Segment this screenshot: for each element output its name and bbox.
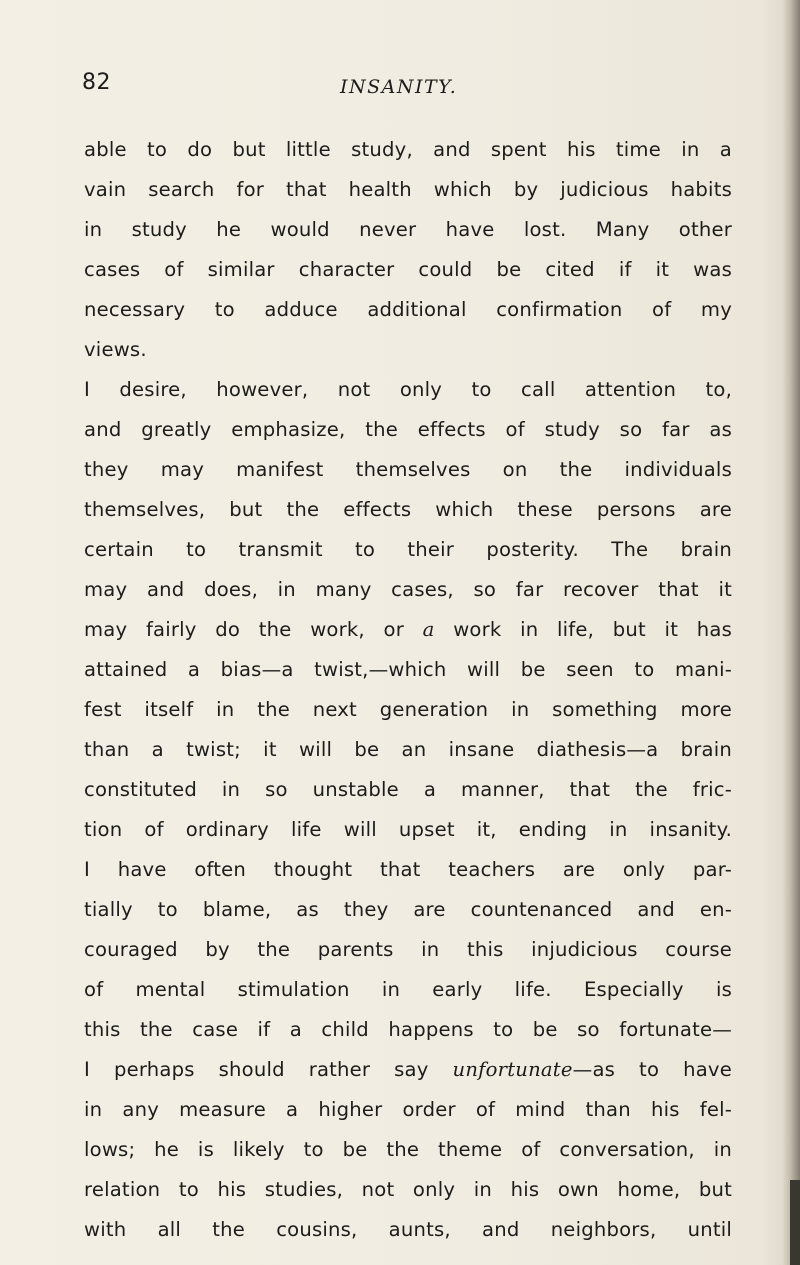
text-line: they may manifest themselves on the individuals — [84, 458, 732, 481]
text-line: lows; he is likely to be the theme of conversation, in — [84, 1138, 732, 1161]
body-text — [84, 130, 732, 1250]
text-line: themselves, but the effects which these persons are — [84, 498, 732, 521]
text-line: with all the cousins, aunts, and neighbors, until — [84, 1218, 732, 1241]
text-line: vain search for that health which by judicious habits — [84, 178, 732, 201]
text-line: views. — [84, 338, 147, 361]
text-line: certain to transmit to their posterity. The brain — [84, 538, 732, 561]
text-line: in any measure a higher order of mind than his fel- — [84, 1098, 732, 1121]
text-line: cases of similar character could be cited if it was — [84, 258, 732, 281]
text-line: constituted in so unstable a manner, that the fric- — [84, 778, 732, 801]
running-head: INSANITY. — [340, 76, 458, 98]
text-line: able to do but little study, and spent his time in a — [84, 138, 732, 161]
text-line: I have often thought that teachers are only par- — [84, 858, 732, 881]
text-line: tion of ordinary life will upset it, ending in insanity. — [84, 818, 732, 841]
page-number: 82 — [82, 70, 111, 95]
text-line: fest itself in the next generation in something more — [84, 698, 732, 721]
text-line: attained a bias—a twist,—which will be seen to mani- — [84, 658, 732, 681]
page-edge-dark-corner — [790, 1180, 800, 1265]
text-line: relation to his studies, not only in his own home, but — [84, 1178, 732, 1201]
page-edge-shadow — [782, 0, 800, 1265]
text-line-with-italic — [84, 610, 732, 650]
italic-word: a — [422, 618, 435, 641]
text-segment: —as to have — [572, 1058, 732, 1081]
text-line: I desire, however, not only to call attention to, — [84, 378, 732, 401]
text-line: may and does, in many cases, so far recover that it — [84, 578, 732, 601]
italic-word: unfortunate — [452, 1058, 573, 1081]
text-line: and greatly emphasize, the effects of study so far as — [84, 418, 732, 441]
text-line-with-italic — [84, 1050, 732, 1090]
text-segment: work in life, but it has — [453, 618, 732, 641]
text-segment: may fairly do the work, or — [84, 618, 404, 641]
text-segment: I perhaps should rather say — [84, 1058, 429, 1081]
text-line: of mental stimulation in early life. Especially is — [84, 978, 732, 1001]
text-line: in study he would never have lost. Many other — [84, 218, 732, 241]
text-line: than a twist; it will be an insane diathesis—a brain — [84, 738, 732, 761]
text-line: couraged by the parents in this injudicious course — [84, 938, 732, 961]
text-line: this the case if a child happens to be so fortunate— — [84, 1018, 732, 1041]
text-line: necessary to adduce additional confirmation of my — [84, 298, 732, 321]
text-line: tially to blame, as they are countenanced and en- — [84, 898, 732, 921]
